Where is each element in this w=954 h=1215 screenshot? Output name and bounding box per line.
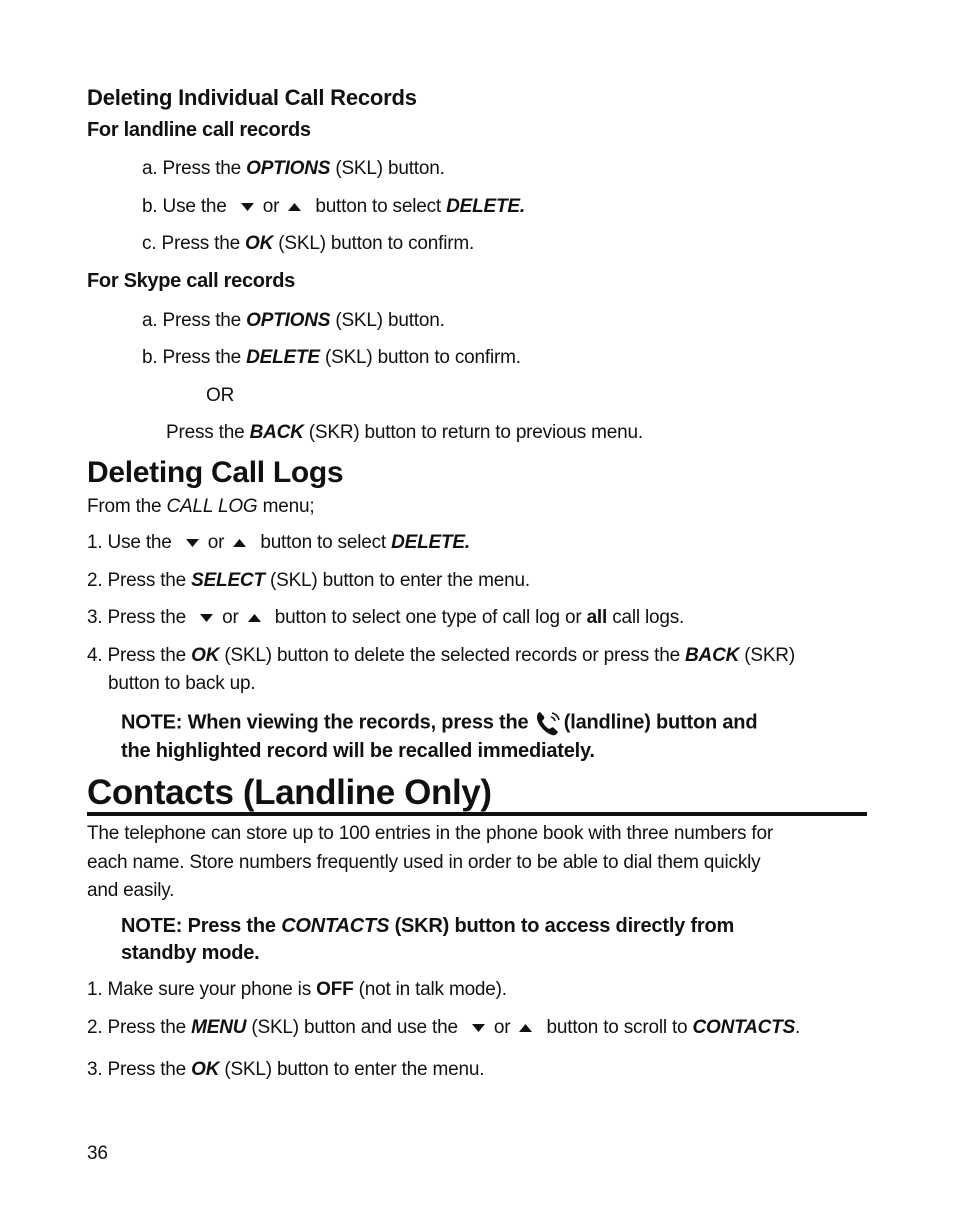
call-log-step-4: 4. Press the OK (SKL) button to delete the selected records or press the BACK (SKR) <box>87 645 795 666</box>
contacts-paragraph-line3: and easily. <box>87 880 175 901</box>
note-recall-line1: NOTE: When viewing the records, press the (landline) button and <box>121 709 757 737</box>
key-all: all <box>586 607 608 628</box>
step-skype-back: Press the BACK (SKR) button to return to previous menu. <box>166 422 643 443</box>
or-separator: OR <box>206 385 235 406</box>
key-contacts: CONTACTS <box>281 915 390 937</box>
key-ok: OK <box>191 1059 220 1080</box>
menu-call-log: CALL LOG <box>166 496 258 517</box>
contacts-paragraph-line2: each name. Store numbers frequently used in order to be able to dial them quickly <box>87 852 761 873</box>
step-skype-a: a. Press the OPTIONS (SKL) button. <box>142 310 445 331</box>
key-delete: DELETE. <box>391 532 470 553</box>
key-delete: DELETE. <box>446 196 525 217</box>
call-log-step-1: 1. Use the or button to select DELETE. <box>87 532 470 553</box>
up-arrow-icon <box>288 203 301 211</box>
note-contacts-line2: standby mode. <box>121 942 260 964</box>
key-ok: OK <box>191 645 220 666</box>
step-landline-a: a. Press the OPTIONS (SKL) button. <box>142 158 445 179</box>
note-contacts-line1: NOTE: Press the CONTACTS (SKR) button to access directly from <box>121 915 735 937</box>
down-arrow-icon <box>472 1024 485 1032</box>
subheading-skype-call-records: For Skype call records <box>87 270 295 292</box>
call-log-intro: From the CALL LOG menu; <box>87 496 315 517</box>
contacts-step-2: 2. Press the MENU (SKL) button and use the or button to scroll to CONTACTS. <box>87 1017 801 1038</box>
note-recall-line2: the highlighted record will be recalled immediately. <box>121 740 595 762</box>
up-arrow-icon <box>519 1024 532 1032</box>
key-menu: MENU <box>191 1017 247 1038</box>
heading-underline <box>87 812 867 816</box>
heading-deleting-call-logs: Deleting Call Logs <box>87 456 344 489</box>
heading-deleting-individual-call-records: Deleting Individual Call Records <box>87 85 417 110</box>
contacts-step-3: 3. Press the OK (SKL) button to enter the menu. <box>87 1059 485 1080</box>
landline-phone-icon <box>534 709 564 737</box>
call-log-step-4-cont: button to back up. <box>108 673 256 694</box>
heading-contacts-landline-only: Contacts (Landline Only) <box>87 773 492 812</box>
up-arrow-icon <box>248 614 261 622</box>
step-landline-b: b. Use the or button to select DELETE. <box>142 196 525 217</box>
subheading-landline-call-records: For landline call records <box>87 119 311 141</box>
down-arrow-icon <box>200 614 213 622</box>
step-landline-c: c. Press the OK (SKL) button to confirm. <box>142 233 475 254</box>
up-arrow-icon <box>233 539 246 547</box>
key-select: SELECT <box>191 570 265 591</box>
key-back: BACK <box>249 422 304 443</box>
page-number: 36 <box>87 1143 108 1164</box>
key-ok: OK <box>245 233 274 254</box>
step-skype-b: b. Press the DELETE (SKL) button to confirm. <box>142 347 521 368</box>
contacts-paragraph-line1: The telephone can store up to 100 entries in the phone book with three numbers for <box>87 823 773 844</box>
key-delete: DELETE <box>246 347 320 368</box>
contacts-step-1: 1. Make sure your phone is OFF (not in talk mode). <box>87 979 507 1000</box>
key-off: OFF <box>316 979 354 1000</box>
call-log-step-3: 3. Press the or button to select one type of call log or all call logs. <box>87 607 685 628</box>
call-log-step-2: 2. Press the SELECT (SKL) button to enter the menu. <box>87 570 530 591</box>
key-back: BACK <box>685 645 740 666</box>
key-options: OPTIONS <box>246 310 331 331</box>
key-options: OPTIONS <box>246 158 331 179</box>
down-arrow-icon <box>241 203 254 211</box>
key-contacts: CONTACTS <box>692 1017 796 1038</box>
down-arrow-icon <box>186 539 199 547</box>
